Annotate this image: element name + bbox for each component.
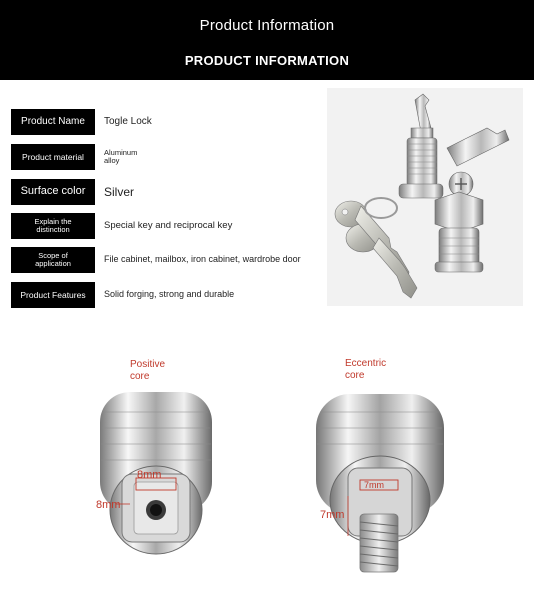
cam-lock-illustration: [327, 88, 523, 306]
spec-row-surface-color: [11, 179, 331, 205]
spec-value: Special key and reciprocal key: [104, 220, 233, 232]
spec-row-distinction: [11, 213, 331, 239]
eccentric-dim-width: 7mm: [364, 480, 384, 490]
spec-label: Product material: [11, 144, 95, 170]
spec-label-line: Scope of: [38, 251, 68, 261]
header-banner: [0, 0, 534, 80]
positive-core-photo: [86, 392, 226, 582]
spec-value-line: Aluminum: [104, 148, 138, 158]
spec-value-line: alloy: [104, 156, 120, 165]
spec-row-features: [11, 282, 331, 308]
spec-label-line: Explain the: [34, 217, 72, 227]
spec-value: [104, 144, 137, 170]
spec-label: Surface color: [11, 179, 95, 205]
spec-row-material: [11, 144, 331, 170]
spec-value: Solid forging, strong and durable: [104, 289, 235, 300]
eccentric-core-label: [345, 358, 386, 382]
spec-label: Product Name: [11, 109, 95, 135]
eccentric-dim-height: 7mm: [320, 509, 345, 521]
spec-label: [11, 247, 95, 273]
page-subtitle: PRODUCT INFORMATION: [184, 53, 350, 68]
spec-label: Product Features: [11, 282, 95, 308]
spec-label-line: application: [35, 259, 71, 268]
page-title: Product Information: [199, 17, 335, 34]
spec-label: [11, 213, 95, 239]
core-label-line: Positive: [130, 359, 166, 370]
core-label-line: Eccentric: [345, 358, 387, 369]
spec-value: Silver: [104, 184, 135, 199]
spec-row-application: [11, 247, 331, 273]
positive-dim-height: 8mm: [96, 499, 121, 511]
spec-row-product-name: [11, 109, 331, 135]
core-label-line: core: [130, 371, 150, 382]
core-label-line: core: [345, 370, 365, 381]
positive-dim-width: 8mm: [137, 469, 162, 481]
spec-value: Togle Lock: [104, 115, 152, 127]
spec-label-line: distinction: [36, 225, 70, 234]
positive-core-label: [130, 359, 165, 383]
product-photo: [327, 88, 523, 306]
spec-value: File cabinet, mailbox, iron cabinet, wardrobe door: [104, 254, 301, 265]
